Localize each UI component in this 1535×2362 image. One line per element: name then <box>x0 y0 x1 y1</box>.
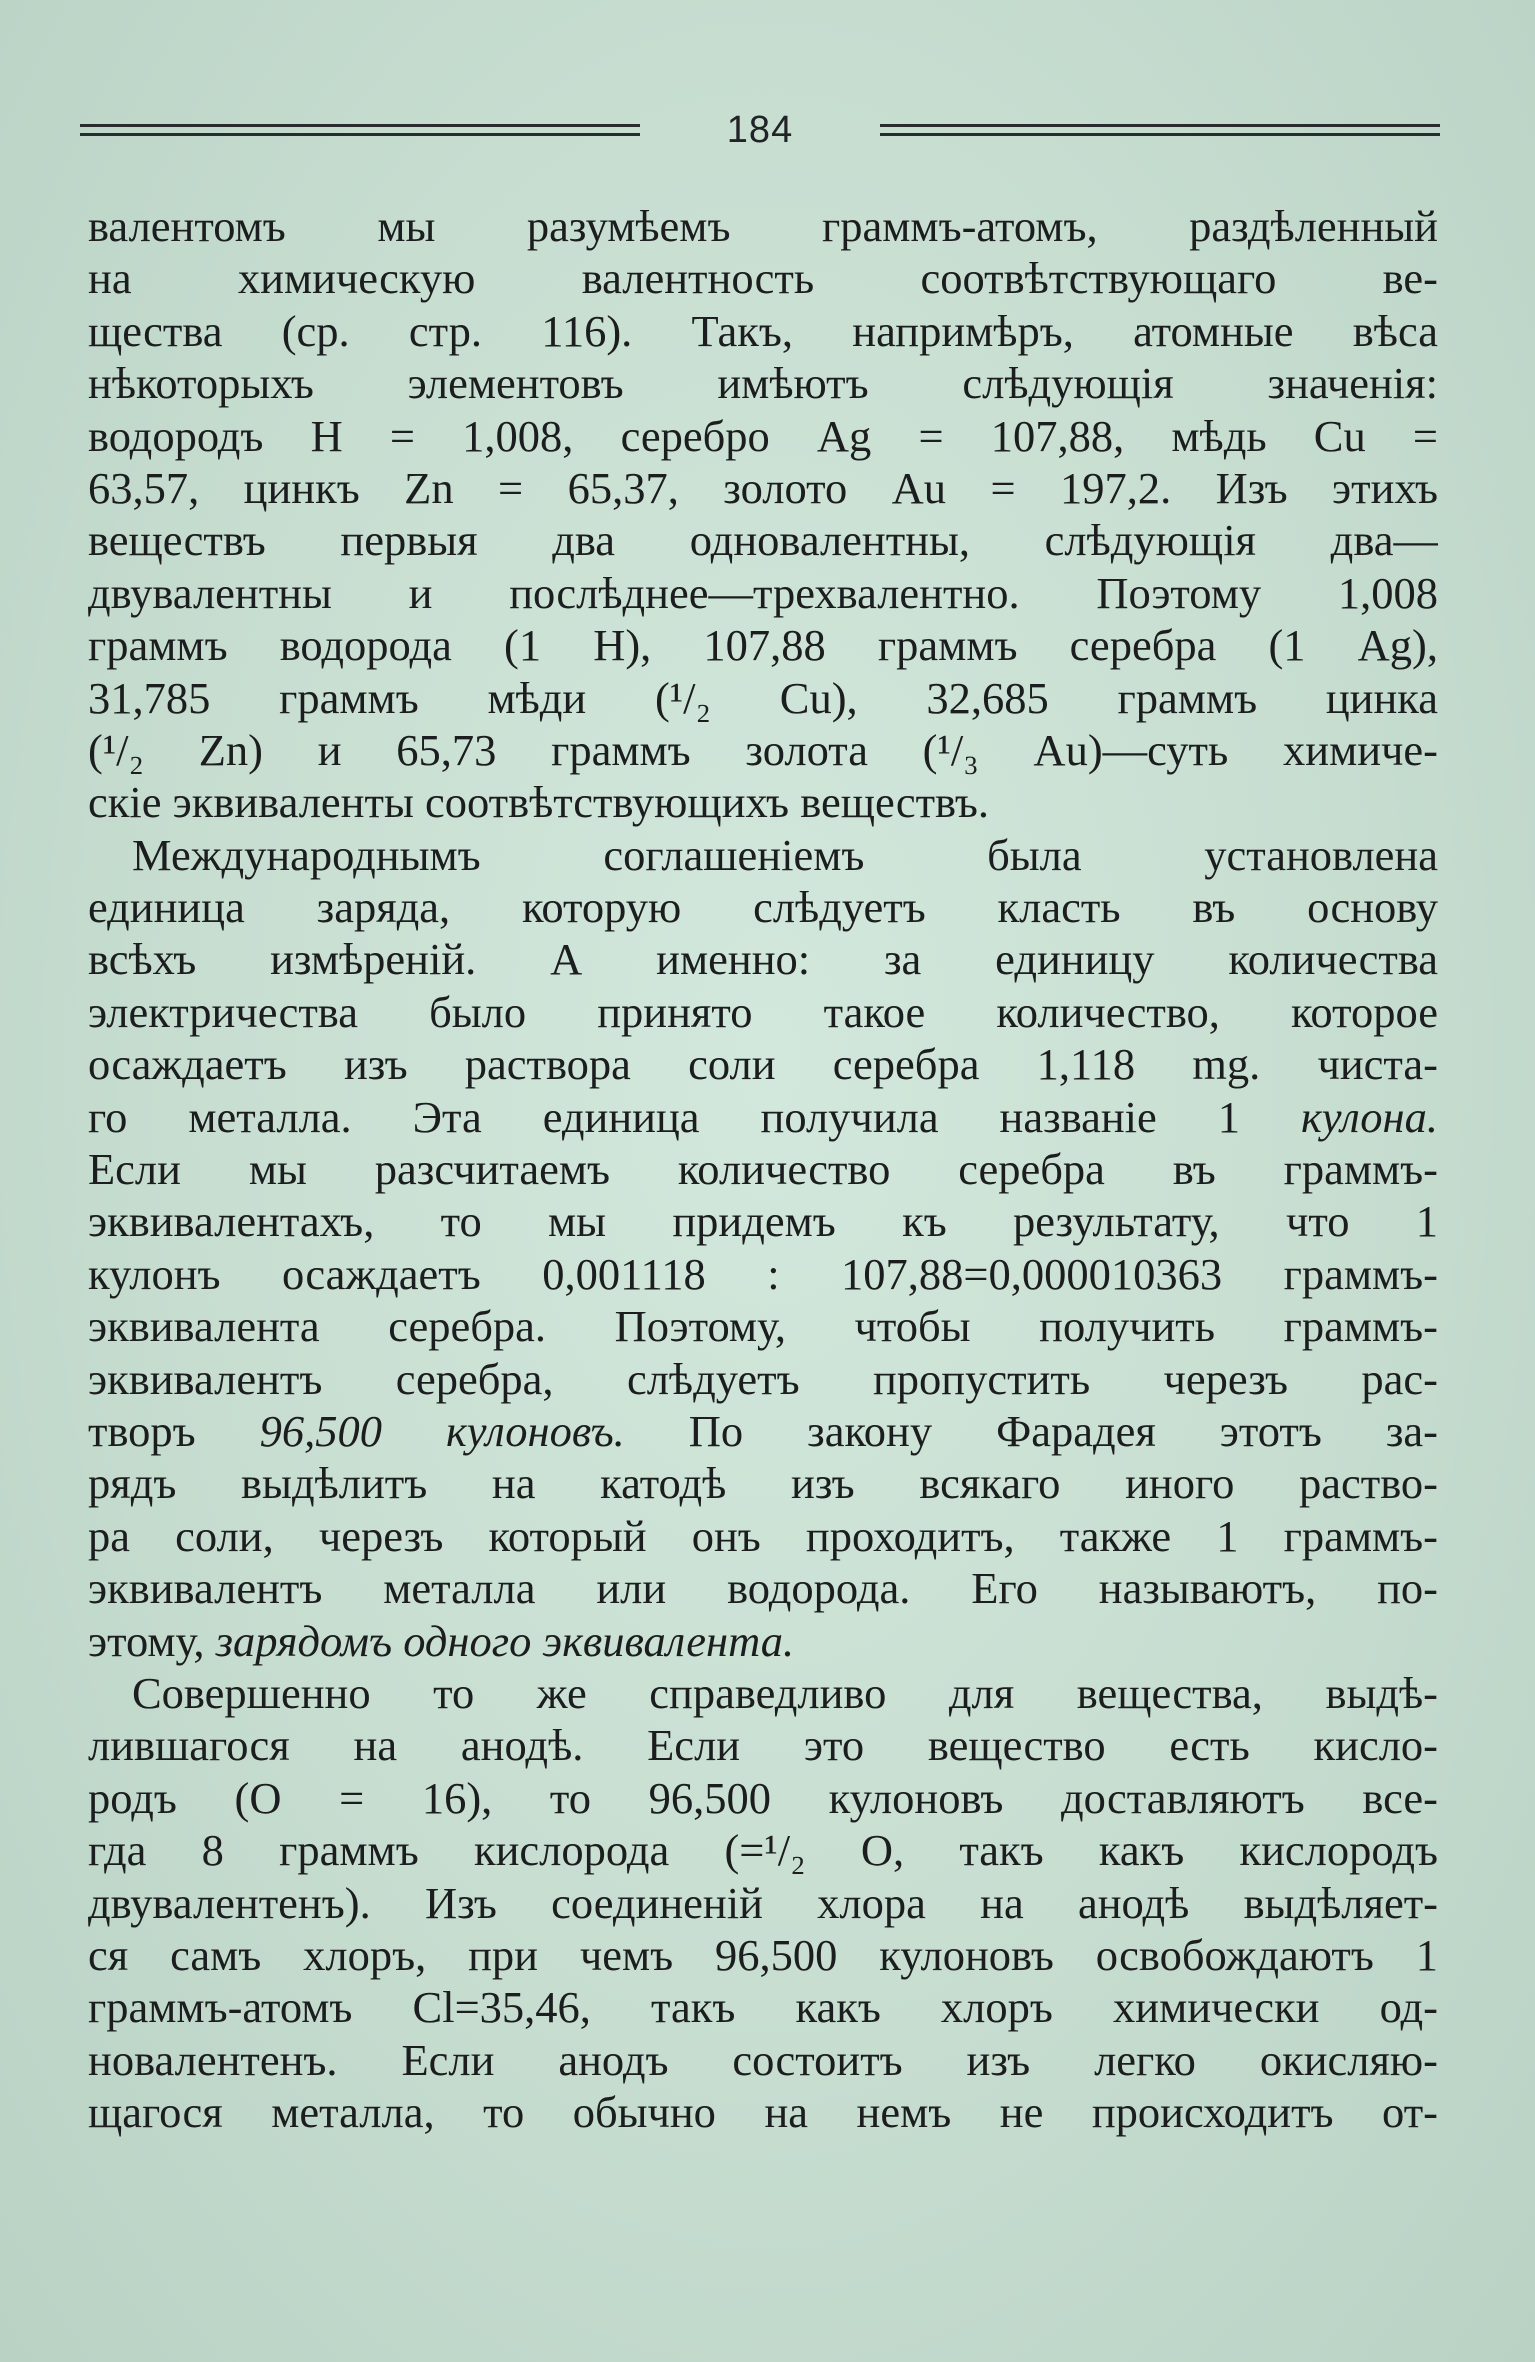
text-line-with-italic <box>88 1615 1438 1667</box>
text-line: нѣкоторыхъ элементовъ имѣютъ слѣдующія значенія: <box>88 358 1438 409</box>
text-line: граммъ водорода (1 H), 107,88 граммъ серебра (1 Ag), <box>88 620 1438 671</box>
header-rule-right <box>880 124 1440 136</box>
text-line: щагося металла, то обычно на немъ не происходитъ от- <box>88 2087 1438 2138</box>
text-line: 63,57, цинкъ Zn = 65,37, золото Au = 197,2. Изъ этихъ <box>88 462 1438 513</box>
text-line-with-italic <box>88 1091 1438 1143</box>
page-number: 184 <box>726 108 794 151</box>
text-line: двувалентны и послѣднее—трехвалентно. Поэтому 1,008 <box>88 567 1438 618</box>
text-line: щества (ср. стр. 116). Такъ, напримѣръ, атомные вѣса <box>88 305 1438 356</box>
italic-term: зарядомъ одного эквивалента. <box>215 1615 795 1666</box>
text-line: граммъ-атомъ Cl=35,46, такъ какъ хлоръ химически од- <box>88 1982 1438 2033</box>
text-line: 31,785 граммъ мѣди (¹/₂ Cu), 32,685 граммъ цинка <box>88 672 1438 723</box>
text-line: на химическую валентность соотвѣтствующаго ве- <box>88 253 1438 304</box>
text-line: ра соли, черезъ который онъ проходитъ, также 1 граммъ- <box>88 1510 1438 1561</box>
text-line: валентомъ мы разумѣемъ граммъ-атомъ, раздѣленный <box>88 201 1438 251</box>
text-line: Если мы разсчитаемъ количество серебра въ граммъ- <box>88 1144 1438 1195</box>
page-header <box>80 108 1440 152</box>
text-line: эквивалентъ серебра, слѣдуетъ пропустить черезъ рас- <box>88 1353 1438 1404</box>
text-segment: творъ <box>88 1405 260 1456</box>
text-line: эквивалентахъ, то мы придемъ къ результату, что 1 <box>88 1196 1438 1247</box>
text-line: водородъ H = 1,008, серебро Ag = 107,88, мѣдь Cu = <box>88 410 1438 461</box>
text-line: (¹/₂ Zn) и 65,73 граммъ золота (¹/₃ Au)—суть химиче- <box>88 724 1438 775</box>
text-line: Международнымъ соглашеніемъ была установлена <box>132 829 1438 880</box>
header-rule-left <box>80 124 640 136</box>
text-line: осаждаетъ изъ раствора соли серебра 1,118 mg. чиста- <box>88 1039 1438 1090</box>
text-line: единица заряда, которую слѣдуетъ класть въ основу <box>88 882 1438 933</box>
text-segment: этому, <box>88 1615 216 1666</box>
text-line: ся самъ хлоръ, при чемъ 96,500 кулоновъ освобождаютъ 1 <box>88 1929 1438 1980</box>
text-line: веществъ первыя два одновалентны, слѣдующія два— <box>88 515 1438 566</box>
text-line: всѣхъ измѣреній. А именно: за единицу количества <box>88 934 1438 985</box>
body-text <box>88 200 1438 2138</box>
text-segment: По закону Фарадея этотъ за- <box>624 1405 1438 1456</box>
text-line: эквивалентъ металла или водорода. Его называютъ, по- <box>88 1563 1438 1614</box>
text-line: скіе эквиваленты соотвѣтствующихъ веществъ. <box>88 777 990 828</box>
text-line: лившагося на анодѣ. Если это вещество есть кисло- <box>88 1720 1438 1771</box>
text-segment: го металла. Эта единица получила названіе 1 <box>88 1091 1301 1142</box>
text-line: двувалентенъ). Изъ соединеній хлора на анодѣ выдѣляет- <box>88 1877 1438 1928</box>
text-line: электричества было принято такое количество, которое <box>88 986 1438 1037</box>
text-line: Совершенно то же справедливо для вещества, выдѣ- <box>132 1667 1438 1718</box>
text-line: гда 8 граммъ кислорода (=¹/₂ O, такъ какъ кислородъ <box>88 1825 1438 1876</box>
italic-term: кулона. <box>1300 1091 1438 1142</box>
text-line: эквивалента серебра. Поэтому, чтобы получить граммъ- <box>88 1301 1438 1352</box>
text-line: кулонъ осаждаетъ 0,001118 : 107,88=0,000010363 граммъ- <box>88 1248 1438 1299</box>
text-line-with-italic <box>88 1405 1438 1457</box>
italic-term: 96,500 кулоновъ. <box>259 1405 625 1456</box>
text-line: родъ (O = 16), то 96,500 кулоновъ доставляютъ все- <box>88 1772 1438 1823</box>
text-line: новалентенъ. Если анодъ состоитъ изъ легко окисляю- <box>88 2034 1438 2085</box>
text-line: рядъ выдѣлитъ на катодѣ изъ всякаго иного раство- <box>88 1458 1438 1509</box>
